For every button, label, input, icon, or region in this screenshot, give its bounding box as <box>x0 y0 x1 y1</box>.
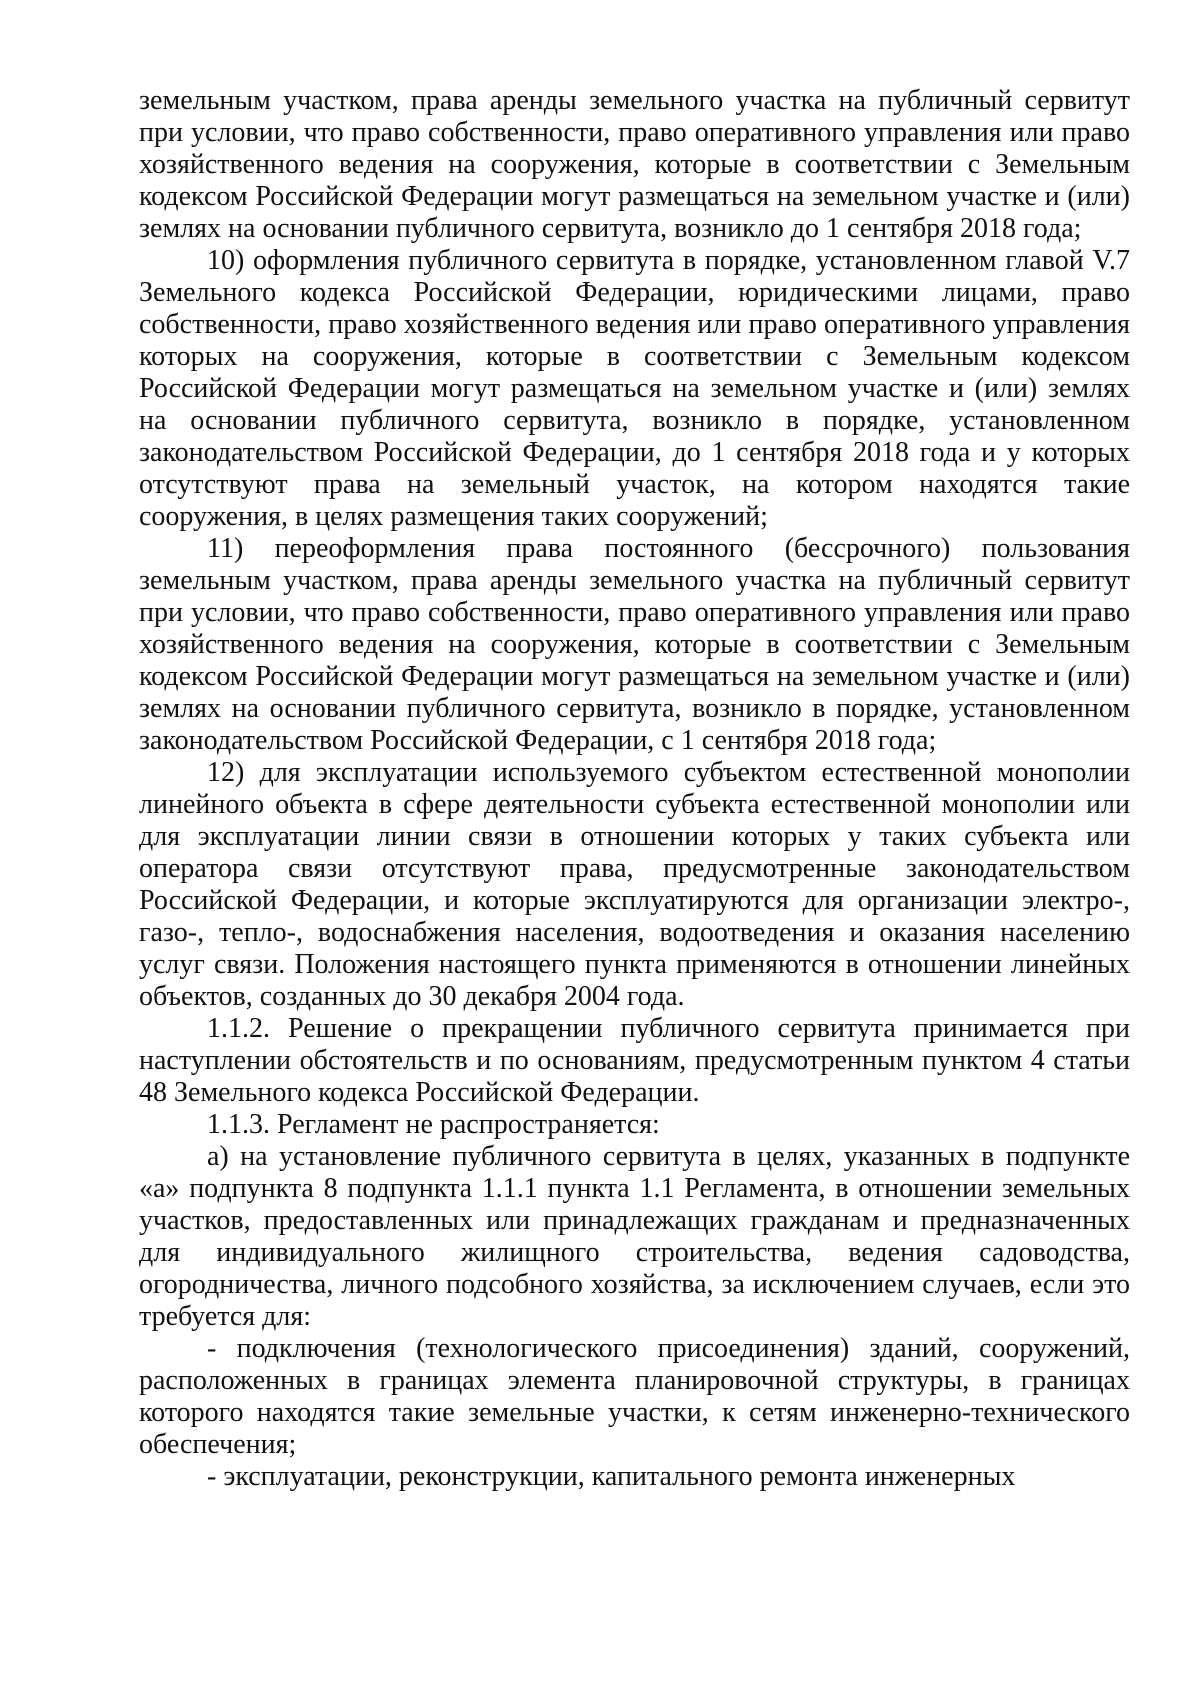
paragraph-1-1-2: 1.1.2. Решение о прекращении публичного сервитута принимается при наступлении обстоятельств и по основаниям, предусмотренным пунктом 4 статьи 48 Земельного кодекса Российской Федерации. <box>139 1013 1130 1108</box>
paragraph-continuation: земельным участком, права аренды земельного участка на публичный сервитут при условии, что право собственности, право оперативного управления или право хозяйственного ведения на сооружения, которые в соответствии с Земельным кодексом Российской Федерации могут размещаться на земельном участке и (или) землях на основании публичного сервитута, возникло до 1 сентября 2018 года; <box>139 85 1130 244</box>
paragraph-item-10: 10) оформления публичного сервитута в порядке, установленном главой V.7 Земельного кодекса Российской Федерации, юридическими лицами, право собственности, право хозяйственного ведения или право оперативного управления которых на сооружения, которые в соответствии с Земельным кодексом Российской Федерации могут размещаться на земельном участке и (или) землях на основании публичного сервитута, возникло в порядке, установленном законодательством Российской Федерации, до 1 сентября 2018 года и у которых отсутствуют права на земельный участок, на котором находятся такие сооружения, в целях размещения таких сооружений; <box>139 245 1130 532</box>
document-body <box>139 85 1130 1493</box>
paragraph-1-1-3: 1.1.3. Регламент не распространяется: <box>207 1109 660 1140</box>
paragraph-dash-operation: - эксплуатации, реконструкции, капитального ремонта инженерных <box>207 1461 1016 1492</box>
paragraph-dash-connection: - подключения (технологического присоединения) зданий, сооружений, расположенных в границах элемента планировочной структуры, в границах которого находятся такие земельные участки, к сетям инженерно-технического обеспечения; <box>139 1333 1130 1460</box>
paragraph-item-11: 11) переоформления права постоянного (бессрочного) пользования земельным участком, права аренды земельного участка на публичный сервитут при условии, что право собственности, право оперативного управления или право хозяйственного ведения на сооружения, которые в соответствии с Земельным кодексом Российской Федерации могут размещаться на земельном участке и (или) землях на основании публичного сервитута, возникло в порядке, установленном законодательством Российской Федерации, с 1 сентября 2018 года; <box>139 533 1130 756</box>
paragraph-item-12: 12) для эксплуатации используемого субъектом естественной монополии линейного объекта в сфере деятельности субъекта естественной монополии или для эксплуатации линии связи в отношении которых у таких субъекта или оператора связи отсутствуют права, предусмотренные законодательством Российской Федерации, и которые эксплуатируются для организации электро-, газо-, тепло-, водоснабжения населения, водоотведения и оказания населению услуг связи. Положения настоящего пункта применяются в отношении линейных объектов, созданных до 30 декабря 2004 года. <box>139 757 1130 1012</box>
paragraph-subitem-a: а) на установление публичного сервитута в целях, указанных в подпункте «а» подпункта 8 подпункта 1.1.1 пункта 1.1 Регламента, в отношении земельных участков, предоставленных или принадлежащих гражданам и предназначенных для индивидуального жилищного строительства, ведения садоводства, огородничества, личного подсобного хозяйства, за исключением случаев, если это требуется для: <box>139 1141 1130 1332</box>
